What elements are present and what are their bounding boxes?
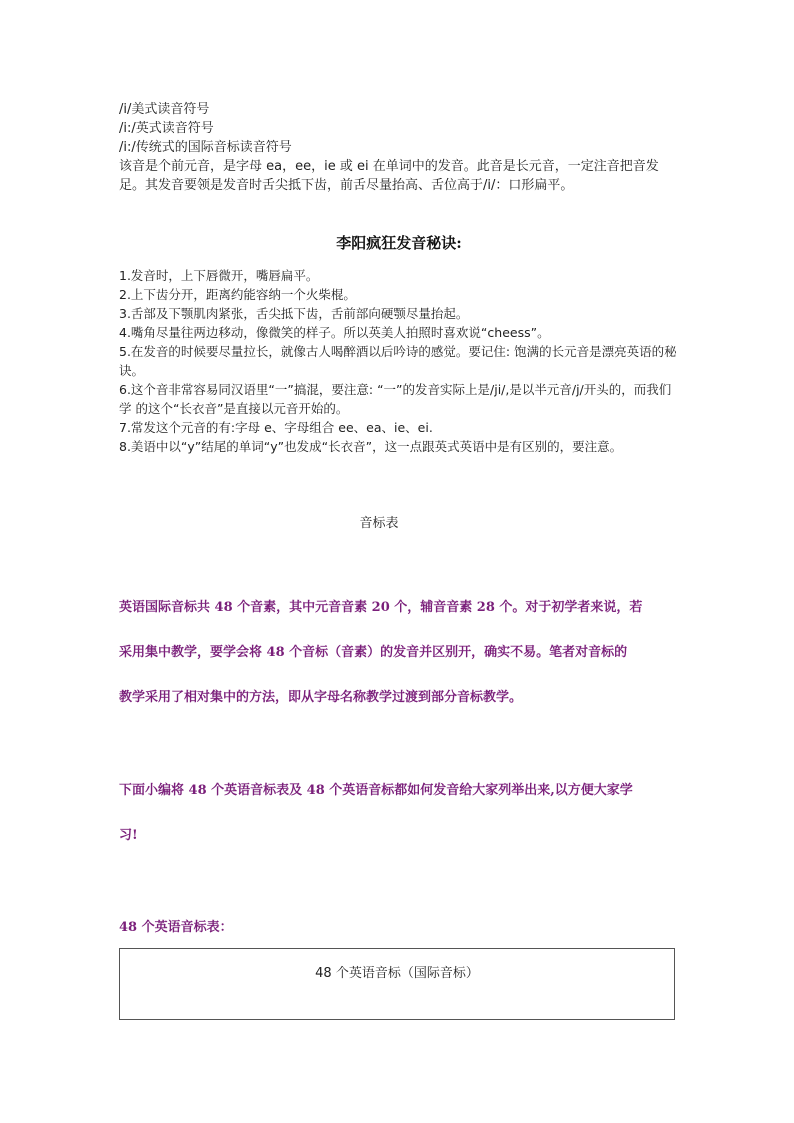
tip-item: 4.嘴角尽量往两边移动，像微笑的样子。所以英美人拍照时喜欢说“cheess”。 <box>119 325 550 340</box>
tips-list <box>119 266 679 456</box>
tip-item: 8.美语中以“y”结尾的单词“y”也发成“长衣音”，这一点跟英式英语中是有区别的，要注意。 <box>119 439 623 454</box>
tip-item: 1.发音时，上下唇微开，嘴唇扁平。 <box>119 268 319 283</box>
paragraph-line: 采用集中教学，要学会将 48 个音标（音素）的发音并区别开，确实不易。笔者对音标的 <box>119 645 628 660</box>
listing-paragraph <box>119 768 679 858</box>
tip-item: 5.在发音的时候要尽量拉长，就像古人喝醉酒以后吟诗的感觉。要记住: 饱满的长元音是漂亮英语的秘诀。 <box>119 344 677 378</box>
intro-section <box>119 100 679 195</box>
paragraph-line: 英语国际音标共 48 个音素，其中元音音素 20 个，辅音音素 28 个。对于初学者来说，若 <box>119 600 643 615</box>
paragraph-line: 习! <box>119 828 138 843</box>
phonetic-table-title: 48 个英语音标（国际音标） <box>315 966 479 981</box>
tips-title: 李阳疯狂发音秘诀: <box>336 234 462 252</box>
intro-paragraph <box>119 585 679 720</box>
tip-item: 3.舌部及下颚肌肉紧张，舌尖抵下齿，舌前部向硬颚尽量抬起。 <box>119 306 469 321</box>
american-symbol-line: /i/美式读音符号 <box>119 102 210 117</box>
phonetic-table-box <box>119 948 675 1020</box>
vowel-description: 该音是个前元音，是字母 ea，ee，ie 或 ei 在单词中的发音。此音是长元音，一定注音把音发足。其发音要领是发音时舌尖抵下齿，前舌尽量抬高、舌位高于/i/：口形扁平。 <box>119 159 659 193</box>
traditional-symbol-line: /i:/传统式的国际音标读音符号 <box>119 140 292 155</box>
paragraph-line: 下面小编将 48 个英语音标表及 48 个英语音标都如何发音给大家列举出来,以方便大家学 <box>119 783 633 798</box>
table-heading: 音标表 <box>359 516 399 531</box>
tip-item: 6.这个音非常容易同汉语里“一”搞混，要注意: “一”的发音实际上是/ji/,是以半元音/j/开头的，而我们学 的这个“长衣音”是直接以元音开始的。 <box>119 382 672 416</box>
tip-item: 7.常发这个元音的有:字母 e、字母组合 ee、ea、ie、ei. <box>119 420 433 435</box>
british-symbol-line: /i:/英式读音符号 <box>119 121 214 136</box>
tip-item: 2.上下齿分开，距离约能容纳一个火柴棍。 <box>119 287 356 302</box>
section-label: 48 个英语音标表： <box>119 920 233 935</box>
paragraph-line: 教学采用了相对集中的方法，即从字母名称教学过渡到部分音标教学。 <box>119 690 523 705</box>
